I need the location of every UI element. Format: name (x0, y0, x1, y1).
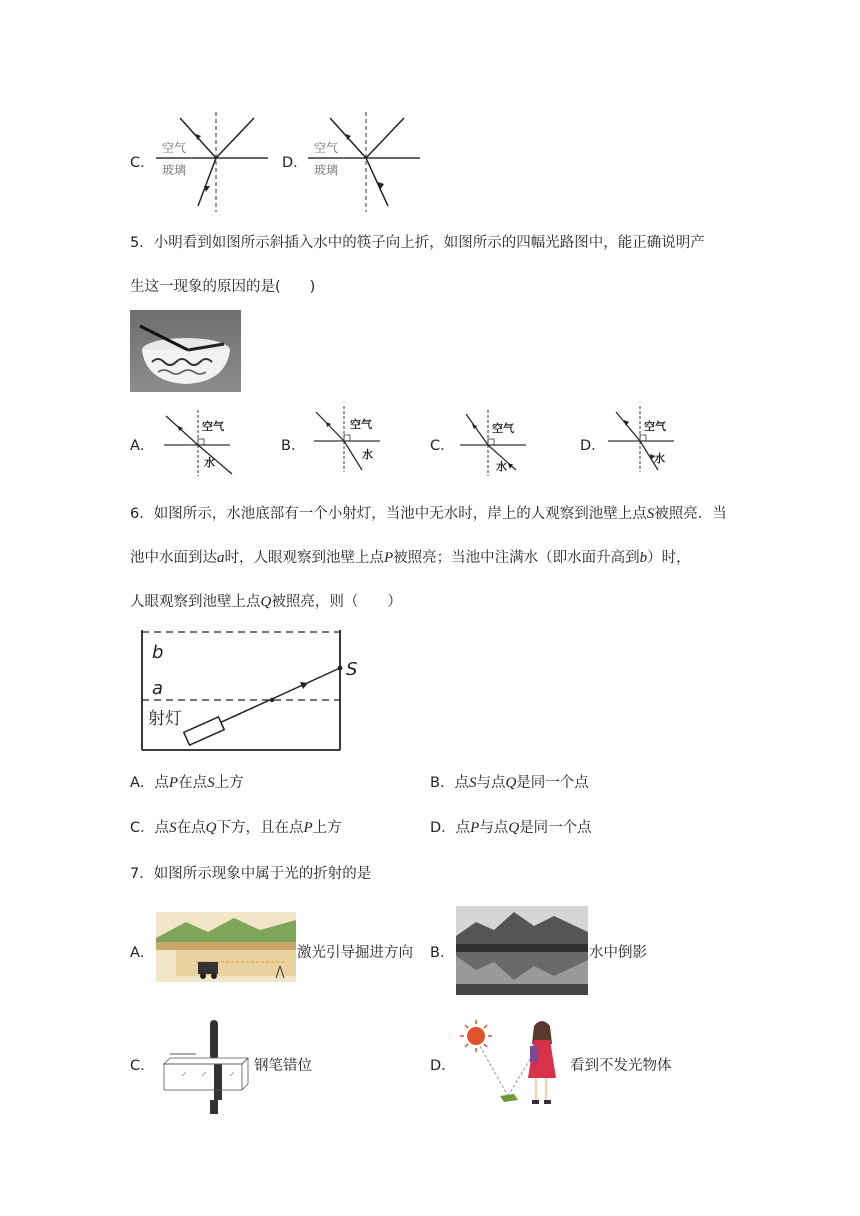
svg-text:空气: 空气 (644, 420, 666, 433)
q7-option-b-letter: B． (430, 945, 455, 961)
q7-option-b-caption: 水中倒影 (589, 945, 647, 961)
q4-d-air-label: 空气 (314, 141, 339, 155)
q6-option-b[interactable]: B．点S与点Q是同一个点 (430, 775, 589, 791)
svg-text:水: 水 (496, 460, 507, 473)
q6-option-d[interactable]: D．点P与点Q是同一个点 (430, 820, 592, 836)
q7-option-a-caption: 激光引导掘进方向 (297, 945, 413, 961)
q5-chopstick-bowl-photo (130, 310, 241, 392)
svg-text:空气: 空气 (350, 418, 372, 431)
q6-stem-line1: 6．如图所示，水池底部有一个小射灯，当池中无水时，岸上的人观察到池壁上点S被照亮．当 (130, 506, 727, 522)
q4-option-d-letter: D． (282, 155, 308, 171)
q7-option-d-letter: D． (430, 1058, 456, 1074)
q6-stem-line3: 人眼观察到池壁上点Q被照亮，则（ ） (130, 594, 402, 610)
q4-option-c-diagram (156, 112, 268, 212)
q5-option-a-letter: A． (130, 438, 155, 454)
q6-option-c[interactable]: C．点S在点Q下方，且在点P上方 (130, 820, 342, 836)
q6-option-a[interactable]: A．点P在点S上方 (130, 775, 244, 791)
q7-option-d-caption: 看到不发光物体 (570, 1058, 672, 1074)
q4-d-glass-label: 玻璃 (314, 163, 339, 177)
svg-text:水: 水 (362, 448, 373, 461)
svg-text:空气: 空气 (492, 422, 514, 435)
q7-option-c-caption: 钢笔错位 (254, 1058, 312, 1074)
q5-option-d-letter: D． (580, 438, 606, 454)
q4-c-air-label: 空气 (162, 141, 187, 155)
q4-c-glass-label: 玻璃 (162, 163, 187, 177)
svg-text:水: 水 (204, 456, 215, 469)
q7-stem: 7．如图所示现象中属于光的折射的是 (130, 866, 372, 882)
svg-text:水: 水 (654, 452, 665, 465)
q6-label-s: S (346, 659, 358, 680)
q7-option-d-girl-sun-picture (456, 1016, 566, 1108)
q5-option-d-diagram (604, 404, 684, 474)
q5-option-b-letter: B． (281, 438, 306, 454)
q6-pool-figure (140, 630, 380, 752)
q7-option-c-pen-glass-picture (160, 1020, 250, 1116)
q5-stem-line1: 5．小明看到如图所示斜插入水中的筷子向上折，如图所示的四幅光路图中，能正确说明产 (130, 235, 705, 251)
q5-option-c-diagram (456, 408, 536, 478)
q5-option-a-diagram (160, 408, 240, 478)
q7-option-a-tunnel-picture (156, 912, 296, 982)
q4-option-c-letter: C． (130, 155, 155, 171)
q7-option-a-letter: A． (130, 945, 155, 961)
q5-stem-line2: 生这一现象的原因的是( ) (130, 279, 316, 295)
svg-text:空气: 空气 (202, 420, 224, 433)
q6-lamp-label: 射灯 (148, 709, 182, 729)
q6-label-a: a (152, 678, 164, 699)
q5-option-b-diagram (310, 404, 390, 474)
q7-option-b-reflection-photo (456, 906, 588, 995)
q6-label-b: b (152, 642, 164, 663)
q6-stem-line2: 池中水面到达a时，人眼观察到池壁上点P被照亮；当池中注满水（即水面升高到b）时， (130, 550, 691, 566)
q5-option-c-letter: C． (430, 438, 455, 454)
q4-option-d-diagram (308, 112, 420, 212)
q7-option-c-letter: C． (130, 1058, 155, 1074)
